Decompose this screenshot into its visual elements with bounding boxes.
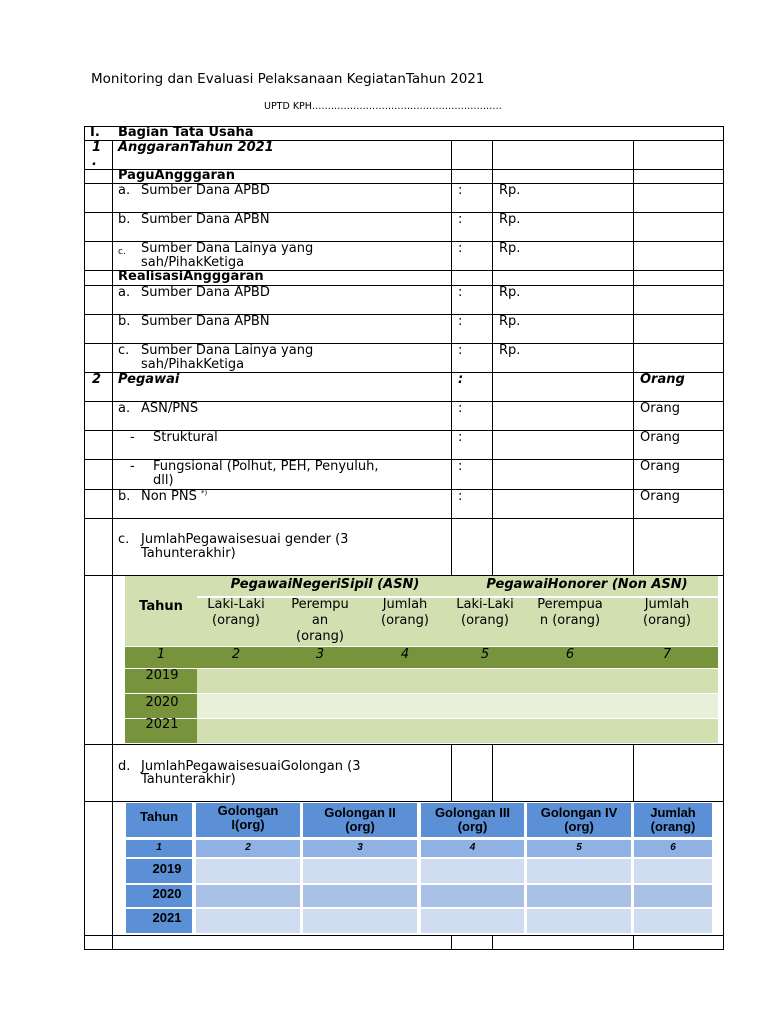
row-unit: Orang [640,401,681,416]
row-label: b. [118,212,131,227]
gender-header-tahun: Tahun [139,599,183,614]
gender-row-2021 [197,719,718,743]
golongan-row-2019 [196,859,712,883]
golongan-col-number: 4 [469,842,476,853]
row-colon: : [458,401,463,416]
col-pns-female: Perempu an (orang) [291,597,349,644]
row-text: Sumber Dana APBD [141,183,270,198]
golongan-year: 2021 [152,910,182,925]
golongan-col-number: 3 [357,842,363,853]
pegawai-unit: Orang [640,372,685,387]
row-colon: : [458,183,463,198]
row-label: c. [118,343,130,358]
gender-row-2020 [197,694,718,718]
row-label: a. [118,183,131,198]
row-text-line2: dll) [153,473,174,488]
col-pns-male: Laki-Laki (orang) [207,597,265,628]
pegawai-title: Pegawai [118,372,180,387]
golongan-year: 2019 [152,861,182,876]
golongan-col-number: 1 [156,842,162,853]
row-unit: Orang [640,459,681,474]
row-label: a. [118,285,131,300]
section-title: Bagian Tata Usaha [118,125,254,140]
document-title: Monitoring dan Evaluasi Pelaksanaan KegiatanTahun 2021 [91,71,485,87]
golongan-header-1: Golongan I(org) [217,803,279,832]
golongan-row-2020 [196,885,712,907]
row-text: Sumber Dana APBN [141,212,270,227]
realisasi-title: RealisasiAngggaran [118,269,264,284]
row-text: Struktural [153,430,218,445]
row-label: - [130,430,135,445]
document-subtitle: UPTD KPH…………………………………………………… [264,101,502,112]
item-number-1: 1 [92,140,102,155]
gender-col-number: 1 [156,647,166,662]
golongan-header-3: Golongan III (org) [434,805,511,834]
row-value: Rp. [499,343,521,358]
row-colon: : [458,343,463,358]
golongan-header-tahun: Tahun [139,809,179,824]
golongan-title-line2: Tahunterakhir) [141,772,236,787]
golongan-label: d. [118,759,131,774]
gender-col-number: 2 [231,647,241,662]
gender-title: JumlahPegawaisesuai gender (3 [141,532,349,547]
gender-header-pns: PegawaiNegeriSipil (ASN) [230,577,420,592]
row-text: Fungsional (Polhut, PEH, Penyuluh, [153,459,379,474]
gender-year: 2019 [145,668,179,683]
row-colon: : [458,489,463,504]
row-label: - [130,459,135,474]
pagu-title: PaguAngggaran [118,168,235,183]
row-value: Rp. [499,212,521,227]
row-label: b. [118,314,131,329]
gender-title-line2: Tahunterakhir) [141,546,236,561]
golongan-row-2021 [196,909,712,933]
row-text: Non PNS *) [141,489,208,504]
row-colon: : [458,314,463,329]
golongan-title: JumlahPegawaisesuaiGolongan (3 [141,759,361,774]
golongan-col-number: 5 [576,842,582,853]
row-value: Rp. [499,285,521,300]
pegawai-colon: : [458,372,464,387]
golongan-header-2: Golongan II (org) [324,805,396,834]
row-text-line2: sah/PihakKetiga [141,357,245,372]
golongan-col-number: 6 [670,842,676,853]
row-unit: Orang [640,430,681,445]
section-number: I. [90,125,100,140]
item-number-1-dot: . [92,154,97,169]
row-unit: Orang [640,489,681,504]
row-text: ASN/PNS [141,401,199,416]
footnote-mark: *) [201,489,208,497]
anggaran-title: AnggaranTahun 2021 [118,140,274,155]
gender-year: 2020 [145,695,179,710]
gender-col-number: 7 [662,647,672,662]
row-text-line2: sah/PihakKetiga [141,255,245,270]
golongan-year: 2020 [152,886,182,901]
row-colon: : [458,241,463,256]
row-label: c. [118,247,126,257]
row-text: Sumber Dana APBD [141,285,270,300]
col-hon-female: Perempua n (orang) [537,597,603,628]
gender-label: c. [118,532,130,547]
row-value: Rp. [499,241,521,256]
row-label: b. [118,489,131,504]
row-label: a. [118,401,131,416]
gender-col-number: 4 [400,647,410,662]
row-text: Sumber Dana Lainya yang [141,343,314,358]
gender-year: 2021 [145,717,179,732]
golongan-col-number: 2 [245,842,251,853]
row-value: Rp. [499,314,521,329]
row-colon: : [458,285,463,300]
gender-col-number: 6 [565,647,575,662]
row-text: Sumber Dana Lainya yang [141,241,314,256]
gender-row-2019 [197,669,718,693]
col-pns-total: Jumlah (orang) [381,597,429,628]
row-text: Sumber Dana APBN [141,314,270,329]
row-colon: : [458,430,463,445]
item-number-2: 2 [92,372,102,387]
row-colon: : [458,459,463,474]
golongan-header-4: Golongan IV (org) [540,805,618,834]
gender-col-number: 3 [315,647,325,662]
gender-header-honorer: PegawaiHonorer (Non ASN) [486,577,688,592]
row-colon: : [458,212,463,227]
col-hon-total: Jumlah (orang) [643,597,691,628]
golongan-header-5: Jumlah (orang) [650,805,696,834]
gender-col-number: 5 [480,647,490,662]
row-value: Rp. [499,183,521,198]
col-hon-male: Laki-Laki (orang) [456,597,514,628]
